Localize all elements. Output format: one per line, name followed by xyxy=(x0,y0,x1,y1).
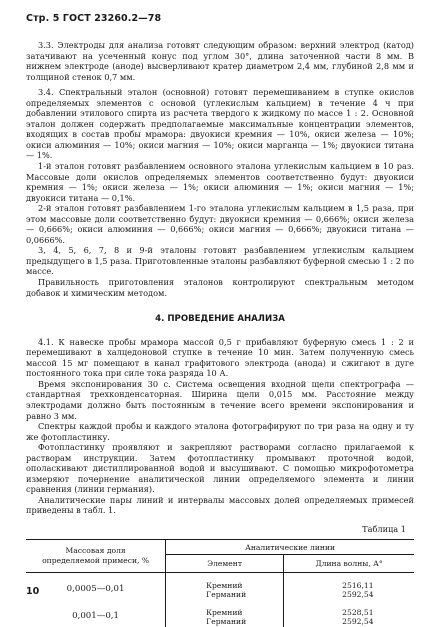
table-cell-concentration: 0,001—0,1 xyxy=(26,600,166,627)
paragraph-control: Правильность приготовления эталонов контролируют спектральным методом добавок и химическим методом. xyxy=(26,277,414,298)
paragraph-exposure: Время экспонирования 30 с. Система освещения входной щели спектрографа — стандартная трехконденсаторная. Ширина щели 0,015 мм. Расстояние между электродами должно быть постоянным в течение всего времени экспонирования и равно 3 мм. xyxy=(26,378,414,421)
paragraph-photoplate: Фотопластинку проявляют и закрепляют растворами согласно прилагаемой к растворам инструкции. Затем фотопластинку промывают проточной водой, ополаскивают дистиллированной водой и высушивают. С помощью микрофотометра измеряют почернение аналитической линии определяемого элемента и линии сравнения (линии германия). xyxy=(26,442,414,495)
table-caption: Таблица 1 xyxy=(362,523,406,534)
table-cell-element-1: Кремний xyxy=(206,580,243,590)
table-cell-wavelength-1: 2528,51 xyxy=(342,607,374,617)
paragraph-etalon-1: 1-й эталон готовят разбавлением основного эталона углекислым кальцием в 10 раз. Массовые доли окислов определяемых элементов соответственно будут: двуокиси кремния — 1%; окиси железа — 1%; окиси алюминия — 1%; окиси магния — 1%; двуокиси титана — 0,1%. xyxy=(26,161,414,203)
paragraph-etalon-3-9: 3, 4, 5, 6, 7, 8 и 9-й эталоны готовят разбавлением углекислым кальцием предыдущего в 1,5 раза. Приготовленные эталоны разбавляют буферной смесью 1 : 2 по массе. xyxy=(26,245,414,277)
paragraph-etalon-2: 2-й эталон готовят разбавлением 1-го эталона углекислым кальцием в 1,5 раза, при этом массовые доли соответственно будут: двуокиси кремния — 0,666%; окиси железа — 0,666%; окиси алюминия — 0,666%; окиси магния — 0,666%; двуокиси титана — 0,0666%. xyxy=(26,203,414,245)
table-cell-wavelength-2: 2592,54 xyxy=(342,590,374,600)
table-cell-wavelength xyxy=(284,600,414,627)
table-cell-concentration: 0,0005—0,01 xyxy=(26,572,166,600)
col-header-concentration: Массовая доля определяемой примеси, % xyxy=(26,539,166,572)
table-row xyxy=(26,600,414,627)
table-cell-element xyxy=(166,600,284,627)
paragraph-spectra: Спектры каждой пробы и каждого эталона фотографируют по три раза на одну и ту же фотопластинку. xyxy=(26,421,414,442)
page-number: 10 xyxy=(26,586,40,597)
table-row xyxy=(26,572,414,600)
paragraph-3-3: 3.3. Электроды для анализа готовят следующим образом: верхний электрод (катод) затачивают на усеченный конус под углом 30°, длина заточенной части 8 мм. В нижнем электроде (аноде) высверливают кратер диаметром 2,4 мм, глубиной 2,8 мм и толщиной стенок 0,7 мм. xyxy=(26,40,414,82)
col-header-wavelength: Длина волны, А° xyxy=(284,555,414,573)
table-cell-element-1: Кремний xyxy=(206,607,243,617)
table-cell-element-2: Германий xyxy=(206,590,247,600)
table-cell-wavelength-2: 2592,54 xyxy=(342,617,374,627)
document-body xyxy=(26,40,414,627)
page-header: Стр. 5 ГОСТ 23260.2—78 xyxy=(26,13,162,24)
table-1 xyxy=(26,539,414,627)
table-cell-element-2: Германий xyxy=(206,617,247,627)
table-cell-element xyxy=(166,572,284,600)
paragraph-3-4: 3.4. Спектральный эталон (основной) готовят перемешиванием в ступке окислов определяемых элементов с основой (углекислым кальцием) в течение 4 ч при добавлении этилового спирта из расчета твердого к жидкому по массе 1 : 2. Основной эталон должен содержать предполагаемые максимальные концентрации элементов, входящих в состав пробы мрамора: двуокиси кремния — 10%, окиси железа — 10%; окиси алюминия — 10%; окиси магния — 10%; окиси марганца — 1%; двуокиси титана — 1%. xyxy=(26,87,414,161)
table-cell-wavelength xyxy=(284,572,414,600)
table-cell-wavelength-1: 2516,11 xyxy=(342,580,374,590)
paragraph-4-1: 4.1. К навеске пробы мрамора массой 0,5 г прибавляют буферную смесь 1 : 2 и перемешивают в халцедоновой ступке в течение 10 мин. Затем полученную смесь массой 15 мг помещают в канал графитового электрода (анода) и сжигают в дуге постоянного тока при силе тока разряда 10 А. xyxy=(26,336,414,379)
col-header-element: Элемент xyxy=(166,555,284,573)
section-title: 4. ПРОВЕДЕНИЕ АНАЛИЗА xyxy=(155,314,285,325)
col-header-analytical-lines: Аналитические линии xyxy=(166,539,414,555)
paragraph-table-ref: Аналитические пары линий и интервалы массовых долей определяемых примесей приведены в табл. 1. xyxy=(26,494,414,516)
